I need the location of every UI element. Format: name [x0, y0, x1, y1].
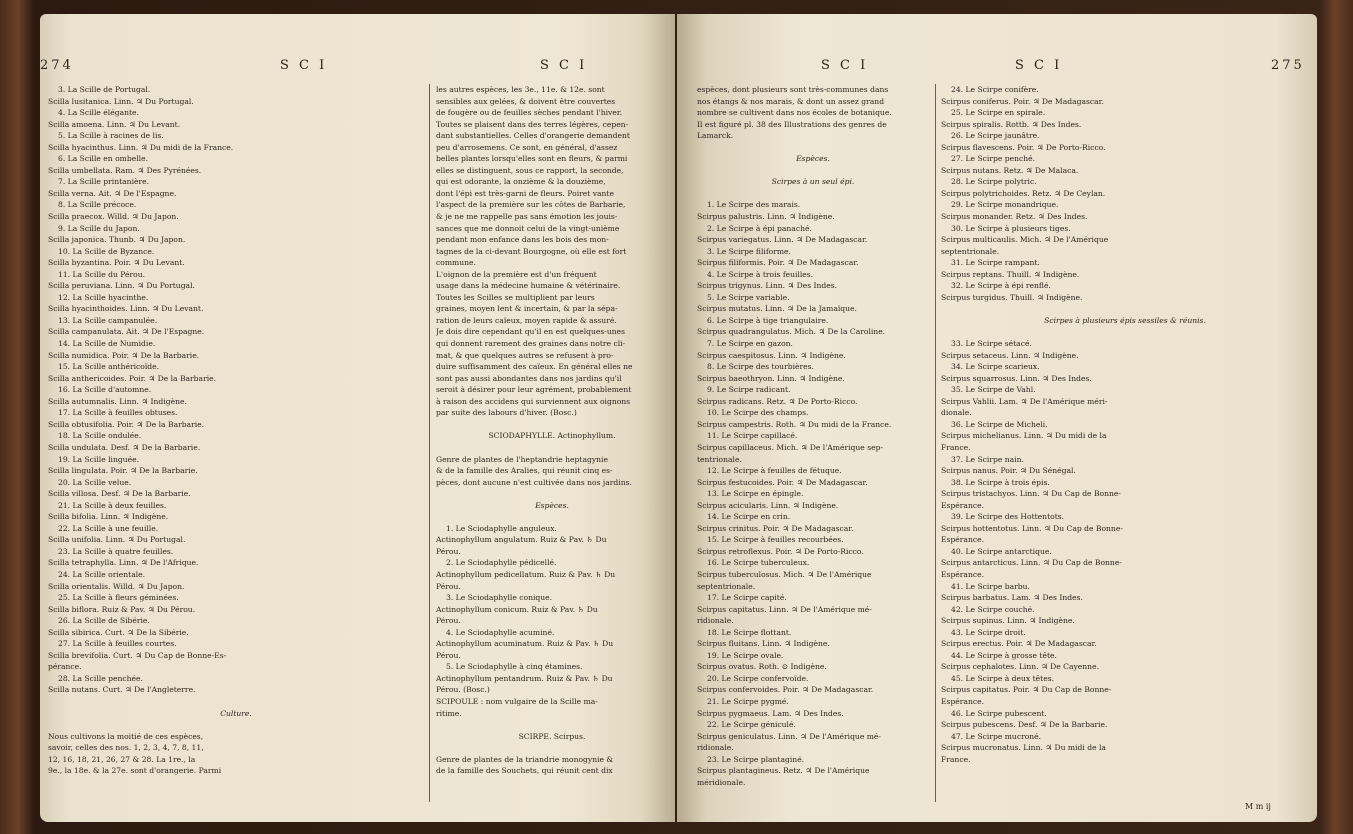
- right-running-head-2: S C I: [1015, 58, 1063, 73]
- text-line: 4. Le Sciodaphylle acuminé.: [446, 627, 555, 637]
- text-line: France.: [941, 442, 971, 452]
- text-line: mat, & que quelques autres se refusent à pro-: [436, 350, 614, 360]
- text-line: dont l'épi est très-garni de fleurs. Poiret vante: [436, 188, 614, 198]
- left-page-number: 274: [40, 58, 74, 73]
- text-line: Scirpus Vahlii. Lam. ♃ De l'Amérique méri-: [941, 396, 1108, 406]
- text-line: 23. La Scille à quatre feuilles.: [58, 546, 174, 556]
- text-line: Scilla brevifolia. Curt. ♃ Du Cap de Bonne-Es-: [48, 650, 227, 660]
- left-column-2: [436, 84, 668, 777]
- right-column-rule: [935, 84, 936, 802]
- text-line: 18. Le Scirpe flottant.: [707, 627, 792, 637]
- text-line: ridionale.: [697, 743, 734, 753]
- text-line: 13. La Scille campanulée.: [58, 315, 158, 325]
- text-line: 17. La Scille à feuilles obtuses.: [58, 408, 178, 418]
- text-line: Scilla nutans. Curt. ♃ De l'Angleterre.: [48, 685, 196, 695]
- text-line: Actinophyllum angulatum. Ruiz & Pav. ♄ Du: [436, 535, 607, 545]
- text-line: Scirpus tuberculosus. Mich. ♃ De l'Amérique: [697, 569, 872, 579]
- text-line: 27. Le Scirpe penché.: [951, 154, 1036, 164]
- text-line: Scirpus monander. Retz. ♃ Des Indes.: [941, 212, 1088, 222]
- text-line: Scilla sibirica. Curt. ♃ De la Sibérie.: [48, 627, 189, 637]
- text-line: Espèces.: [796, 154, 830, 164]
- text-line: 22. Le Scirpe géniculé.: [707, 720, 796, 730]
- text-line: [436, 419, 668, 431]
- text-line: 44. Le Scirpe à grosse tête.: [951, 650, 1057, 660]
- text-line: 4. Le Scirpe à trois feuilles.: [707, 269, 814, 279]
- text-line: de fougère ou de feuilles sèches pendant l'hiver.: [436, 108, 623, 118]
- text-line: Actinophyllum pedicellatum. Ruiz & Pav. ♄ Du: [436, 569, 616, 579]
- signature-mark: M m ij: [1245, 802, 1271, 811]
- text-line: Scirpus cephalotes. Linn. ♃ De Cayenne.: [941, 662, 1099, 672]
- text-line: Scirpus reptans. Thuill. ♃ Indigène.: [941, 269, 1080, 279]
- text-line: 8. Le Scirpe des tourbières.: [707, 362, 814, 372]
- text-line: nos étangs & nos marais, & dont un assez grand: [697, 96, 885, 106]
- text-line: 1. Le Sciodaphylle anguleux.: [446, 523, 557, 533]
- text-line: Scirpus plantagineus. Retz. ♃ De l'Amérique: [697, 766, 870, 776]
- text-line: 21. Le Scirpe pygmé.: [707, 696, 789, 706]
- text-line: Scilla autumnalis. Linn. ♃ Indigène.: [48, 396, 187, 406]
- text-line: Pérou.: [436, 581, 461, 591]
- text-line: pendant mon enfance dans les bois des mon-: [436, 235, 609, 245]
- text-line: Scirpus palustris. Linn. ♃ Indigène.: [697, 212, 835, 222]
- text-line: Actinophyllum conicum. Ruiz & Pav. ♄ Du: [436, 604, 598, 614]
- text-line: Scirpus polytrichoides. Retz. ♃ De Ceylan.: [941, 188, 1106, 198]
- text-line: Espérance.: [941, 569, 985, 579]
- text-line: Scilla bifolia. Linn. ♃ Indigène.: [48, 512, 169, 522]
- text-line: 36. Le Scirpe de Micheli.: [951, 419, 1048, 429]
- text-line: Scirpus variegatus. Linn. ♃ De Madagascar.: [697, 235, 868, 245]
- text-line: 25. La Scille à fleurs géminées.: [58, 593, 179, 603]
- text-line: 11. La Scille du Pérou.: [58, 269, 146, 279]
- text-line: Scilla umbellata. Ram. ♃ Des Pyrénées.: [48, 165, 202, 175]
- text-line: belles plantes lorsqu'elles sont en fleurs, & parmi: [436, 154, 628, 164]
- text-line: commune.: [436, 258, 476, 268]
- text-line: 17. Le Scirpe capité.: [707, 593, 787, 603]
- text-line: 7. La Scille printanière.: [58, 177, 150, 187]
- text-line: 16. La Scille d'automne.: [58, 385, 152, 395]
- text-line: par suite des labours d'hiver. (Bosc.): [436, 408, 577, 418]
- text-line: à raison des accidens qui surviennent aux oignons: [436, 396, 631, 406]
- text-line: duire suffisamment des caïeux. En général elles ne: [436, 362, 633, 372]
- text-line: Culture.: [220, 708, 252, 718]
- text-line: pérance.: [48, 662, 82, 672]
- text-line: 26. Le Scirpe jaunâtre.: [951, 131, 1040, 141]
- text-line: sensibles aux gelées, & doivent être couvertes: [436, 96, 616, 106]
- text-line: 24. La Scille orientale.: [58, 569, 146, 579]
- text-line: 4. La Scille élégante.: [58, 108, 139, 118]
- text-line: l'aspect de la première sur les côtes de Barbarie,: [436, 200, 626, 210]
- text-line: 28. Le Scirpe polytric.: [951, 177, 1037, 187]
- text-line: Genre de plantes de l'heptandrie heptagynie: [436, 454, 608, 464]
- text-line: Scirpus antarcticus. Linn. ♃ Du Cap de Bonne-: [941, 558, 1122, 568]
- text-line: 20. Le Scirpe confervoïde.: [707, 673, 809, 683]
- text-line: 25. Le Scirpe en spirale.: [951, 108, 1046, 118]
- text-line: 40. Le Scirpe antarctique.: [951, 546, 1052, 556]
- text-line: 18. La Scille ondulée.: [58, 431, 142, 441]
- text-line: [436, 488, 668, 500]
- text-line: Scilla praecox. Willd. ♃ Du Japon.: [48, 212, 179, 222]
- text-line: méridionale.: [697, 777, 746, 787]
- text-line: 26. La Scille de Sibérie.: [58, 616, 150, 626]
- text-line: Scirpus radicans. Retz. ♃ De Porto-Ricco.: [697, 396, 858, 406]
- text-line: Scirpus erectus. Poir. ♃ De Madagascar.: [941, 639, 1097, 649]
- text-line: Lamarck.: [697, 131, 734, 141]
- text-line: 28. La Scille penchée.: [58, 673, 143, 683]
- text-line: 39. Le Scirpe des Hottentots.: [951, 512, 1065, 522]
- text-line: SCIPOULE : nom vulgaire de la Scille ma-: [436, 696, 598, 706]
- text-line: Scilla biflora. Ruiz & Pav. ♃ Du Pérou.: [48, 604, 196, 614]
- text-line: [697, 165, 929, 177]
- text-line: 9e., la 18e. & la 27e. sont d'orangerie. Parmi: [48, 766, 222, 776]
- right-column-2: [941, 84, 1309, 765]
- text-line: Scirpus campestris. Roth. ♃ Du midi de la France.: [697, 419, 892, 429]
- text-line: 31. Le Scirpe rampant.: [951, 258, 1040, 268]
- text-line: Scilla tetraphylla. Linn. ♃ De l'Afrique.: [48, 558, 199, 568]
- text-line: 6. La Scille en ombelle.: [58, 154, 148, 164]
- text-line: Scirpus flavescens. Poir. ♃ De Porto-Ricco.: [941, 142, 1106, 152]
- text-line: nombre se cultivent dans nos écoles de botanique.: [697, 108, 892, 118]
- text-line: 35. Le Scirpe de Vahl.: [951, 385, 1036, 395]
- text-line: tentrionale.: [697, 454, 742, 464]
- text-line: [48, 719, 424, 731]
- text-line: 12, 16, 18, 21, 26, 27 & 28. La 1re., la: [48, 754, 196, 764]
- text-line: Toutes se plaisent dans des terres légères, cepen-: [436, 119, 629, 129]
- text-line: & je ne me rappelle pas sans émotion les jouis-: [436, 212, 618, 222]
- text-line: Il est figuré pl. 38 des Illustrations des genres de: [697, 119, 887, 129]
- text-line: 19. Le Scirpe ovale.: [707, 650, 784, 660]
- text-line: Scirpus tristachyos. Linn. ♃ Du Cap de Bonne-: [941, 489, 1121, 499]
- text-line: 15. Le Scirpe à feuilles recourbées.: [707, 535, 844, 545]
- text-line: Scirpus mucronatus. Linn. ♃ Du midi de la: [941, 743, 1106, 753]
- text-line: 41. Le Scirpe barbu.: [951, 581, 1030, 591]
- text-line: Scirpus michelianus. Linn. ♃ Du midi de la: [941, 431, 1107, 441]
- right-page-number: 275: [1271, 58, 1305, 73]
- text-line: Scirpus pubescens. Desf. ♃ De la Barbarie.: [941, 720, 1108, 730]
- right-page: [677, 14, 1317, 822]
- text-line: & de la famille des Aralies, qui réunit cinq es-: [436, 466, 613, 476]
- text-line: [941, 303, 1309, 315]
- text-line: Scirpus filiformis. Poir. ♃ De Madagascar.: [697, 258, 859, 268]
- text-line: Scirpus hottentotus. Linn. ♃ Du Cap de Bonne-: [941, 523, 1123, 533]
- text-line: 10. La Scille de Byzance.: [58, 246, 155, 256]
- text-line: 20. La Scille velue.: [58, 477, 132, 487]
- text-line: 5. Le Sciodaphylle à cinq étamines.: [446, 662, 583, 672]
- text-line: Pérou. (Bosc.): [436, 685, 490, 695]
- text-line: Genre de plantes de la triandrie monogynie &: [436, 754, 614, 764]
- text-line: Scirpus turgidus. Thuill. ♃ Indigène.: [941, 292, 1083, 302]
- text-line: Scilla obtusifolia. Poir. ♃ De la Barbarie.: [48, 419, 205, 429]
- text-line: Espèces.: [535, 500, 569, 510]
- text-line: 38. Le Scirpe à trois épis.: [951, 477, 1050, 487]
- text-line: Scirpus capillaceus. Mich. ♃ De l'Amérique sep-: [697, 442, 884, 452]
- text-line: Scilla numidica. Poir. ♃ De la Barbarie.: [48, 350, 200, 360]
- text-line: 46. Le Scirpe pubescent.: [951, 708, 1047, 718]
- text-line: Scirpus multicaulis. Mich. ♃ De l'Amérique: [941, 235, 1109, 245]
- text-line: 14. La Scille de Numidie.: [58, 339, 156, 349]
- text-line: Scirpus ovatus. Roth. ⊙ Indigène.: [697, 662, 827, 672]
- text-line: 24. Le Scirpe conifère.: [951, 85, 1039, 94]
- text-line: seroit à désirer pour leur agrément, probablement: [436, 385, 632, 395]
- text-line: de la famille des Souchets, qui réunit cent dix: [436, 766, 613, 776]
- text-line: 33. Le Scirpe sétacé.: [951, 339, 1032, 349]
- text-line: Scirpus barbatus. Lam. ♃ Des Indes.: [941, 593, 1083, 603]
- text-line: Scilla peruviana. Linn. ♃ Du Portugal.: [48, 281, 195, 291]
- text-line: Scirpes à plusieurs épis sessiles & réunis.: [1044, 315, 1206, 325]
- text-line: 27. La Scille à feuilles courtes.: [58, 639, 177, 649]
- text-line: Scirpus crinitus. Poir. ♃ De Madagascar.: [697, 523, 854, 533]
- text-line: 45. Le Scirpe à deux têtes.: [951, 673, 1055, 683]
- text-line: elles se distinguent, sous ce rapport, la seconde,: [436, 165, 624, 175]
- text-line: Scirpes à un seul épi.: [771, 177, 855, 187]
- text-line: 12. La Scille hyacinthe.: [58, 292, 149, 302]
- text-line: Scirpus setaceus. Linn. ♃ Indigène.: [941, 350, 1079, 360]
- text-line: 37. Le Scirpe nain.: [951, 454, 1024, 464]
- text-line: Scilla amoena. Linn. ♃ Du Levant.: [48, 119, 181, 129]
- text-line: [697, 142, 929, 154]
- text-line: tagnes de la ci-devant Bourgogne, où elle est fort: [436, 246, 627, 256]
- text-line: 5. La Scille à racines de lis.: [58, 131, 164, 141]
- text-line: [436, 719, 668, 731]
- text-line: 47. Le Scirpe mucroné.: [951, 731, 1042, 741]
- text-line: usage dans la médecine humaine & vétérinaire.: [436, 281, 621, 291]
- text-line: Scirpus retroflexus. Poir. ♃ De Porto-Ricco.: [697, 546, 864, 556]
- text-line: Pérou.: [436, 650, 461, 660]
- text-line: Espérance.: [941, 535, 985, 545]
- text-line: ritime.: [436, 708, 462, 718]
- text-line: 2. Le Scirpe à épi panaché.: [707, 223, 812, 233]
- text-line: Scirpus trigynus. Linn. ♃ Des Indes.: [697, 281, 838, 291]
- text-line: septentrionale.: [697, 581, 756, 591]
- text-line: Actinophyllum pentandrum. Ruiz & Pav. ♄ Du: [436, 673, 613, 683]
- text-line: 23. Le Scirpe plantaginé.: [707, 754, 805, 764]
- text-line: qui est odorante, la onzième & la douzième,: [436, 177, 606, 187]
- text-line: ration de leurs caïeux, moyen rapide & assuré.: [436, 315, 617, 325]
- text-line: 5. Le Scirpe variable.: [707, 292, 790, 302]
- text-line: Scirpus coniferus. Poir. ♃ De Madagascar.: [941, 96, 1104, 106]
- text-line: SCIRPE. Scirpus.: [518, 731, 586, 741]
- text-line: Scirpus capitatus. Poir. ♃ Du Cap de Bonne-: [941, 685, 1112, 695]
- text-line: Scirpus nutans. Retz. ♃ De Malaca.: [941, 165, 1079, 175]
- text-line: Scilla verna. Ait. ♃ De l'Espagne.: [48, 188, 177, 198]
- text-line: Scilla lusitanica. Linn. ♃ Du Portugal.: [48, 96, 194, 106]
- text-line: Scilla japonica. Thunb. ♃ Du Japon.: [48, 235, 186, 245]
- text-line: Scirpus capitatus. Linn. ♃ De l'Amérique mé-: [697, 604, 872, 614]
- text-line: 7. Le Scirpe en gazon.: [707, 339, 793, 349]
- left-column-1: [48, 84, 424, 777]
- text-line: 32. Le Scirpe à épi renflé.: [951, 281, 1051, 291]
- left-running-head: S C I: [280, 58, 328, 73]
- text-line: Nous cultivons la moitié de ces espèces,: [48, 731, 204, 741]
- text-line: 29. Le Scirpe monandrique.: [951, 200, 1059, 210]
- text-line: septentrionale.: [941, 246, 1000, 256]
- text-line: 6. Le Scirpe à tige triangulaire.: [707, 315, 829, 325]
- text-line: Je dois dire cependant qu'il en est quelques-unes: [436, 327, 626, 337]
- right-column-1: [697, 84, 929, 788]
- text-line: Actinophyllum acuminatum. Ruiz & Pav. ♄ Du: [436, 639, 614, 649]
- text-line: Pérou.: [436, 546, 461, 556]
- text-line: 9. Le Scirpe radicant.: [707, 385, 791, 395]
- text-line: Scilla unifolia. Linn. ♃ Du Portugal.: [48, 535, 186, 545]
- text-line: SCIODAPHYLLE. Actinophyllum.: [488, 431, 616, 441]
- text-line: France.: [941, 754, 971, 764]
- text-line: Scirpus geniculatus. Linn. ♃ De l'Amérique mé-: [697, 731, 881, 741]
- text-line: Scilla hyacinthoides. Linn. ♃ Du Levant.: [48, 304, 204, 314]
- text-line: [697, 188, 929, 200]
- text-line: Scirpus acicularis. Linn. ♃ Indigène.: [697, 500, 839, 510]
- text-line: Scirpus fluitans. Linn. ♃ Indigène.: [697, 639, 830, 649]
- text-line: dant substantielles. Celles d'orangerie demandent: [436, 131, 630, 141]
- left-running-head-2: S C I: [540, 58, 588, 73]
- text-line: Scilla campanulata. Ait. ♃ De l'Espagne.: [48, 327, 205, 337]
- left-column-rule: [429, 84, 430, 802]
- left-page: [40, 14, 675, 822]
- text-line: 21. La Scille à deux feuilles.: [58, 500, 167, 510]
- text-line: [436, 742, 668, 754]
- text-line: 43. Le Scirpe droit.: [951, 627, 1026, 637]
- text-line: Scilla hyacinthus. Linn. ♃ Du midi de la France.: [48, 142, 234, 152]
- text-line: 8. La Scille précoce.: [58, 200, 137, 210]
- text-line: les autres espèces, les 3e., 11e. & 12e. sont: [436, 85, 605, 94]
- text-line: savoir, celles des nos. 1, 2, 3, 4, 7, 8, 11,: [48, 743, 204, 753]
- text-line: qui donnent rarement des graines dans notre cli-: [436, 339, 626, 349]
- text-line: dionale.: [941, 408, 972, 418]
- text-line: Scirpus baeothryon. Linn. ♃ Indigène.: [697, 373, 845, 383]
- text-line: 34. Le Scirpe scarieux.: [951, 362, 1040, 372]
- text-line: ridionale.: [697, 616, 734, 626]
- text-line: graines, moyen lent & incertain, & par la sépa-: [436, 304, 618, 314]
- text-line: Scilla byzantina. Poir. ♃ Du Levant.: [48, 258, 185, 268]
- text-line: Scirpus confervoides. Poir. ♃ De Madagascar.: [697, 685, 874, 695]
- text-line: Scirpus caespitosus. Linn. ♃ Indigène.: [697, 350, 846, 360]
- text-line: Scilla undulata. Desf. ♃ De la Barbarie.: [48, 442, 201, 452]
- text-line: [436, 442, 668, 454]
- text-line: 3. Le Scirpe filiforme.: [707, 246, 791, 256]
- text-line: Scilla orientalis. Willd. ♃ Du Japon.: [48, 581, 185, 591]
- text-line: [941, 326, 1309, 338]
- text-line: pèces, dont aucune n'est cultivée dans nos jardins.: [436, 477, 632, 487]
- text-line: Scirpus quadrangulatus. Mich. ♃ De la Caroline.: [697, 327, 886, 337]
- text-line: 22. La Scille à une feuille.: [58, 523, 159, 533]
- text-line: 3. La Scille de Portugal.: [58, 85, 151, 94]
- text-line: peu d'arrosemens. Ce sont, en général, d'assez: [436, 142, 618, 152]
- text-line: sont pas aussi abondantes dans nos jardins qu'il: [436, 373, 622, 383]
- text-line: Scirpus mutatus. Linn. ♃ De la Jamaïque.: [697, 304, 857, 314]
- text-line: Espérance.: [941, 500, 985, 510]
- text-line: Scirpus squarrosus. Linn. ♃ Des Indes.: [941, 373, 1092, 383]
- text-line: Espérance.: [941, 696, 985, 706]
- text-line: Scilla villosa. Desf. ♃ De la Barbarie.: [48, 489, 191, 499]
- text-line: 42. Le Scirpe couché.: [951, 604, 1035, 614]
- text-line: Scirpus spiralis. Rottb. ♃ Des Indes.: [941, 119, 1082, 129]
- text-line: 30. Le Scirpe à plusieurs tiges.: [951, 223, 1071, 233]
- text-line: 13. Le Scirpe en épingle.: [707, 489, 804, 499]
- text-line: [48, 696, 424, 708]
- text-line: Pérou.: [436, 616, 461, 626]
- text-line: Scirpus nanus. Poir. ♃ Du Sénégal.: [941, 466, 1076, 476]
- text-line: 16. Le Scirpe tuberculeux.: [707, 558, 810, 568]
- text-line: 1. Le Scirpe des marais.: [707, 200, 801, 210]
- text-line: Toutes les Scilles se multiplient par leurs: [436, 292, 595, 302]
- text-line: Scirpus supinus. Linn. ♃ Indigène.: [941, 616, 1075, 626]
- right-running-head: S C I: [821, 58, 869, 73]
- text-line: espèces, dont plusieurs sont très-communes dans: [697, 85, 889, 94]
- text-line: 12. Le Scirpe à feuilles de fétuque.: [707, 466, 842, 476]
- text-line: sances que me donnoit celui de la vingt-unième: [436, 223, 620, 233]
- text-line: 2. Le Sciodaphylle pédicellé.: [446, 558, 557, 568]
- text-line: 10. Le Scirpe des champs.: [707, 408, 809, 418]
- text-line: 19. La Scille linguée.: [58, 454, 140, 464]
- text-line: [436, 511, 668, 523]
- text-line: 3. Le Sciodaphylle conique.: [446, 593, 553, 603]
- text-line: 9. La Scille du Japon.: [58, 223, 140, 233]
- text-line: Scirpus festucoides. Poir. ♃ De Madagascar.: [697, 477, 868, 487]
- text-line: 11. Le Scirpe capillacé.: [707, 431, 798, 441]
- text-line: Scilla lingulata. Poir. ♃ De la Barbarie.: [48, 466, 198, 476]
- text-line: 14. Le Scirpe en crin.: [707, 512, 791, 522]
- text-line: L'oignon de la première est d'un fréquent: [436, 269, 597, 279]
- text-line: Scirpus pygmaeus. Lam. ♃ Des Indes.: [697, 708, 844, 718]
- text-line: 15. La Scille anthéricoïde.: [58, 362, 160, 372]
- text-line: Scilla anthericoides. Poir. ♃ De la Barbarie.: [48, 373, 217, 383]
